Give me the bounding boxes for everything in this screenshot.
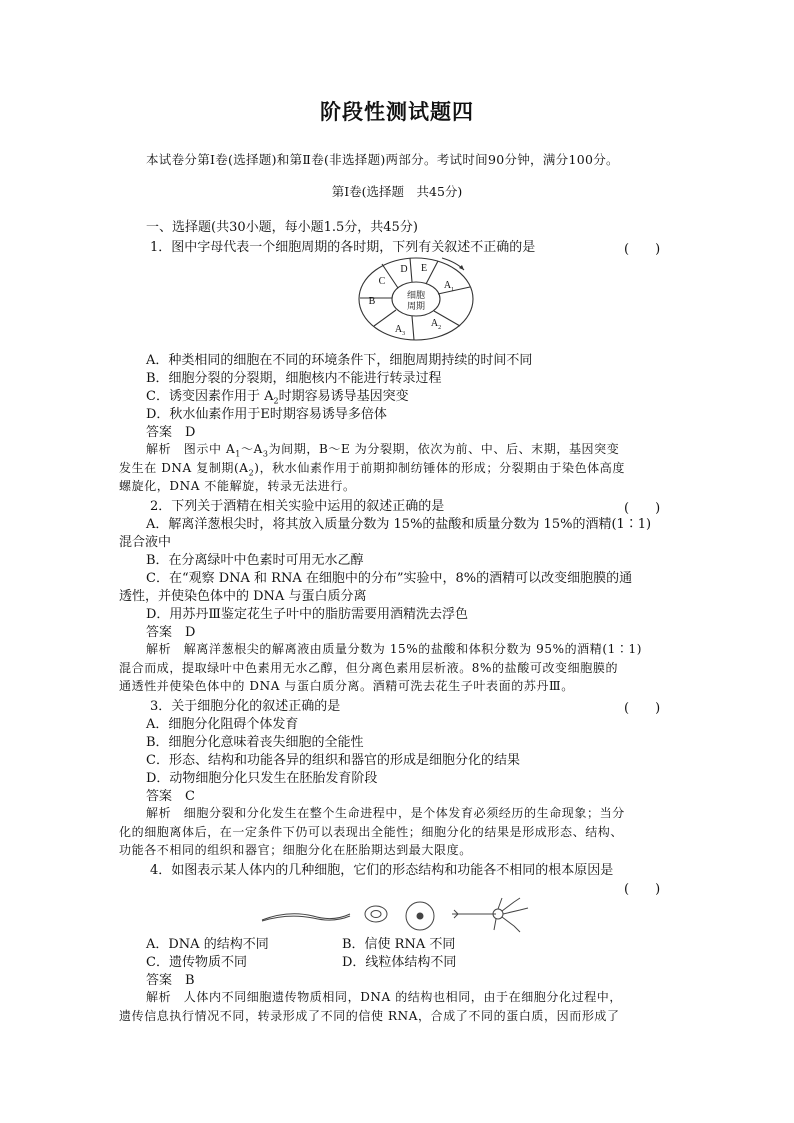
q3-stem: 3．关于细胞分化的叙述正确的是	[150, 699, 341, 714]
q4-answer: 答案 B	[146, 973, 195, 988]
q3-answer-blank: ( )	[624, 701, 661, 716]
page-title: 阶段性测试题四	[320, 99, 474, 124]
seg-C-label: C	[378, 276, 386, 287]
q1-explanation-1: 解析 图示中 $A_1\sim A_3$为间期，B～E 为分裂期，依次为前、中、后、末期，基因突变	[146, 442, 620, 459]
center-label-top: 细胞	[406, 290, 426, 300]
q4-answer-blank: ( )	[624, 882, 661, 897]
q1-option-b: B．细胞分裂的分裂期，细胞核内不能进行转录过程	[146, 371, 442, 386]
center-label-bottom: 周期	[406, 301, 426, 311]
q4-option-c: C．遗传物质不同	[146, 955, 247, 970]
seg-A3-label: $A_3$	[394, 324, 406, 337]
q4-explanation-1: 解析 人体内不同细胞遗传物质相同，DNA 的结构也相同，由于在细胞分化过程中，	[146, 990, 623, 1004]
q1-stem: 1．图中字母代表一个细胞周期的各时期，下列有关叙述不正确的是	[150, 240, 536, 255]
q1-option-c: C．诱变因素作用于 $A_2$时期容易诱导基因突变	[146, 389, 409, 406]
q3-answer: 答案 C	[146, 789, 195, 804]
q4-option-a: A．DNA 的结构不同	[146, 937, 269, 952]
part-heading: 一、选择题(共30小题，每小题1.5分，共45分)	[146, 220, 418, 235]
q2-option-a-1: A．解离洋葱根尖时，将其放入质量分数为 15%的盐酸和质量分数为 15%的酒精(1∶1)	[146, 517, 652, 532]
cell-cycle-diagram	[356, 254, 476, 344]
q2-option-c-1: C．在“观察 DNA 和 RNA 在细胞中的分布”实验中，8%的酒精可以改变细胞膜的通	[146, 571, 633, 586]
q1-explanation-3: 螺旋化，DNA 不能解旋，转录无法进行。	[119, 479, 356, 493]
q2-answer: 答案 D	[146, 625, 196, 640]
q4-explanation-2: 遗传信息执行情况不同，转录形成了不同的信使 RNA，合成了不同的蛋白质，因而形成了	[119, 1009, 620, 1023]
q2-explanation-2: 混合而成，提取绿叶中色素用无水乙醇，但分离色素用层析液。8%的盐酸可改变细胞膜的	[119, 661, 619, 675]
q1-option-d: D．秋水仙素作用于E时期容易诱导多倍体	[146, 407, 387, 422]
q4-option-b: B．信使 RNA 不同	[342, 937, 456, 952]
q2-option-c-2: 透性，并使染色体中的 DNA 与蛋白质分离	[119, 589, 367, 604]
exam-intro: 本试卷分第Ⅰ卷(选择题)和第Ⅱ卷(非选择题)两部分。考试时间90分钟，满分100分。	[146, 152, 619, 167]
q1-explanation-2: 发生在 DNA 复制期$(A_2)$，秋水仙素作用于前期抑制纺锤体的形成；分裂期由于染色体高度	[119, 461, 625, 478]
q3-explanation-1: 解析 细胞分裂和分化发生在整个生命进程中，是个体发育必须经历的生命现象；当分	[146, 806, 625, 820]
q2-option-d: D．用苏丹Ⅲ鉴定花生子叶中的脂肪需要用酒精洗去浮色	[146, 607, 468, 622]
q2-answer-blank: ( )	[624, 501, 661, 516]
q3-explanation-2: 化的细胞离体后，在一定条件下仍可以表现出全能性；细胞分化的结果是形成形态、结构、	[119, 825, 624, 839]
q3-explanation-3: 功能各不相同的组织和器官；细胞分化在胚胎期达到最大限度。	[119, 843, 472, 857]
q2-explanation-1: 解析 解离洋葱根尖的解离液由质量分数为 15%的盐酸和体积分数为 95%的酒精(1∶1)	[146, 642, 643, 656]
neuron-icon	[452, 898, 528, 932]
q4-stem: 4．如图表示某人体内的几种细胞，它们的形态结构和功能各不相同的根本原因是	[150, 863, 614, 878]
q2-option-b: B．在分离绿叶中色素时可用无水乙醇	[146, 553, 364, 568]
q1-answer: 答案 D	[146, 425, 196, 440]
q2-explanation-3: 通透性并使染色体中的 DNA 与蛋白质分离。酒精可洗去花生子叶表面的苏丹Ⅲ。	[119, 679, 574, 693]
q4-option-d: D．线粒体结构不同	[342, 955, 457, 970]
section-heading: 第Ⅰ卷(选择题 共45分)	[331, 184, 463, 199]
seg-A2-label: $A_2$	[430, 318, 442, 331]
q3-option-c: C．形态、结构和功能各异的组织和器官的形成是细胞分化的结果	[146, 753, 520, 768]
red-blood-cell-icon	[365, 906, 387, 922]
q2-stem: 2．下列关于酒精在相关实验中运用的叙述正确的是	[150, 499, 445, 514]
q3-option-d: D．动物细胞分化只发生在胚胎发育阶段	[146, 771, 378, 786]
seg-A1-label: $A_1$	[443, 280, 455, 293]
q1-option-a: A．种类相同的细胞在不同的环境条件下，细胞周期持续的时间不同	[146, 353, 533, 368]
q1-answer-blank: ( )	[624, 242, 661, 257]
seg-D-label: D	[400, 264, 408, 275]
q3-option-a: A．细胞分化阻碍个体发育	[146, 717, 299, 732]
seg-B-label: B	[368, 296, 376, 307]
cell-types-figure	[258, 896, 530, 936]
q2-option-a-2: 混合液中	[119, 535, 172, 550]
q3-option-b: B．细胞分化意味着丧失细胞的全能性	[146, 735, 364, 750]
seg-E-label: E	[420, 263, 428, 274]
